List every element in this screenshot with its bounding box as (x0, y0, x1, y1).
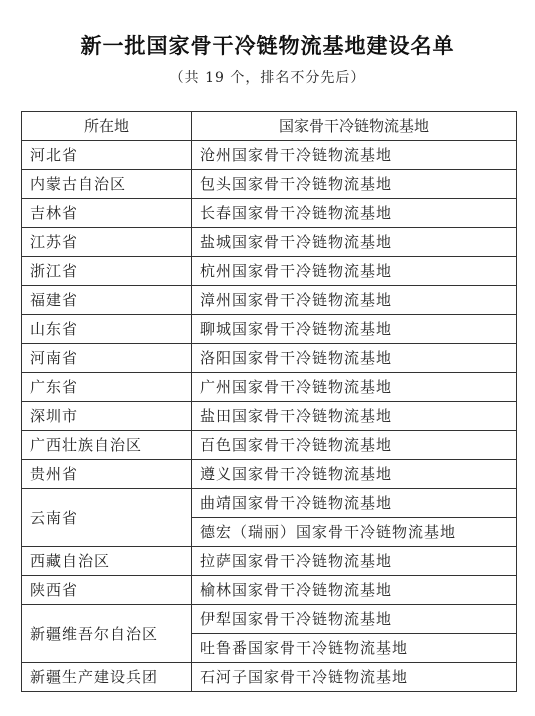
table-row (22, 489, 517, 518)
cold-chain-base-table (21, 111, 517, 692)
base-cell: 盐城国家骨干冷链物流基地 (192, 228, 517, 257)
base-cell: 拉萨国家骨干冷链物流基地 (192, 547, 517, 576)
table-row (22, 344, 517, 373)
region-cell: 江苏省 (22, 228, 192, 257)
base-cell: 聊城国家骨干冷链物流基地 (192, 315, 517, 344)
base-cell: 杭州国家骨干冷链物流基地 (192, 257, 517, 286)
base-cell: 长春国家骨干冷链物流基地 (192, 199, 517, 228)
header-base: 国家骨干冷链物流基地 (192, 112, 517, 141)
table-row (22, 373, 517, 402)
region-cell: 陕西省 (22, 576, 192, 605)
region-cell: 内蒙古自治区 (22, 170, 192, 199)
region-cell: 吉林省 (22, 199, 192, 228)
table-row (22, 170, 517, 199)
region-cell: 贵州省 (22, 460, 192, 489)
base-cell: 广州国家骨干冷链物流基地 (192, 373, 517, 402)
base-cell: 遵义国家骨干冷链物流基地 (192, 460, 517, 489)
table-row (22, 228, 517, 257)
region-cell: 新疆维吾尔自治区 (22, 605, 192, 663)
table-row (22, 605, 517, 634)
region-cell: 广西壮族自治区 (22, 431, 192, 460)
base-cell: 百色国家骨干冷链物流基地 (192, 431, 517, 460)
base-cell: 榆林国家骨干冷链物流基地 (192, 576, 517, 605)
document-subtitle: （共 19 个，排名不分先后） (169, 70, 366, 86)
region-cell: 浙江省 (22, 257, 192, 286)
table-row (22, 141, 517, 170)
base-cell: 德宏（瑞丽）国家骨干冷链物流基地 (192, 518, 517, 547)
base-cell: 漳州国家骨干冷链物流基地 (192, 286, 517, 315)
region-cell: 河北省 (22, 141, 192, 170)
table-header-row (22, 112, 517, 141)
table-row (22, 286, 517, 315)
document-title: 新一批国家骨干冷链物流基地建设名单 (80, 34, 455, 58)
table-row (22, 663, 517, 692)
table-row (22, 431, 517, 460)
base-cell: 包头国家骨干冷链物流基地 (192, 170, 517, 199)
region-cell: 新疆生产建设兵团 (22, 663, 192, 692)
base-cell: 洛阳国家骨干冷链物流基地 (192, 344, 517, 373)
base-cell: 曲靖国家骨干冷链物流基地 (192, 489, 517, 518)
base-cell: 石河子国家骨干冷链物流基地 (192, 663, 517, 692)
base-cell: 吐鲁番国家骨干冷链物流基地 (192, 634, 517, 663)
table-row (22, 402, 517, 431)
table-row (22, 576, 517, 605)
base-cell: 沧州国家骨干冷链物流基地 (192, 141, 517, 170)
region-cell: 西藏自治区 (22, 547, 192, 576)
base-cell: 伊犁国家骨干冷链物流基地 (192, 605, 517, 634)
region-cell: 云南省 (22, 489, 192, 547)
table-row (22, 547, 517, 576)
region-cell: 河南省 (22, 344, 192, 373)
table-row (22, 257, 517, 286)
table-body (22, 141, 517, 692)
region-cell: 深圳市 (22, 402, 192, 431)
header-region: 所在地 (22, 112, 192, 141)
table-row (22, 199, 517, 228)
region-cell: 山东省 (22, 315, 192, 344)
table-row (22, 460, 517, 489)
region-cell: 福建省 (22, 286, 192, 315)
base-cell: 盐田国家骨干冷链物流基地 (192, 402, 517, 431)
table-row (22, 315, 517, 344)
region-cell: 广东省 (22, 373, 192, 402)
